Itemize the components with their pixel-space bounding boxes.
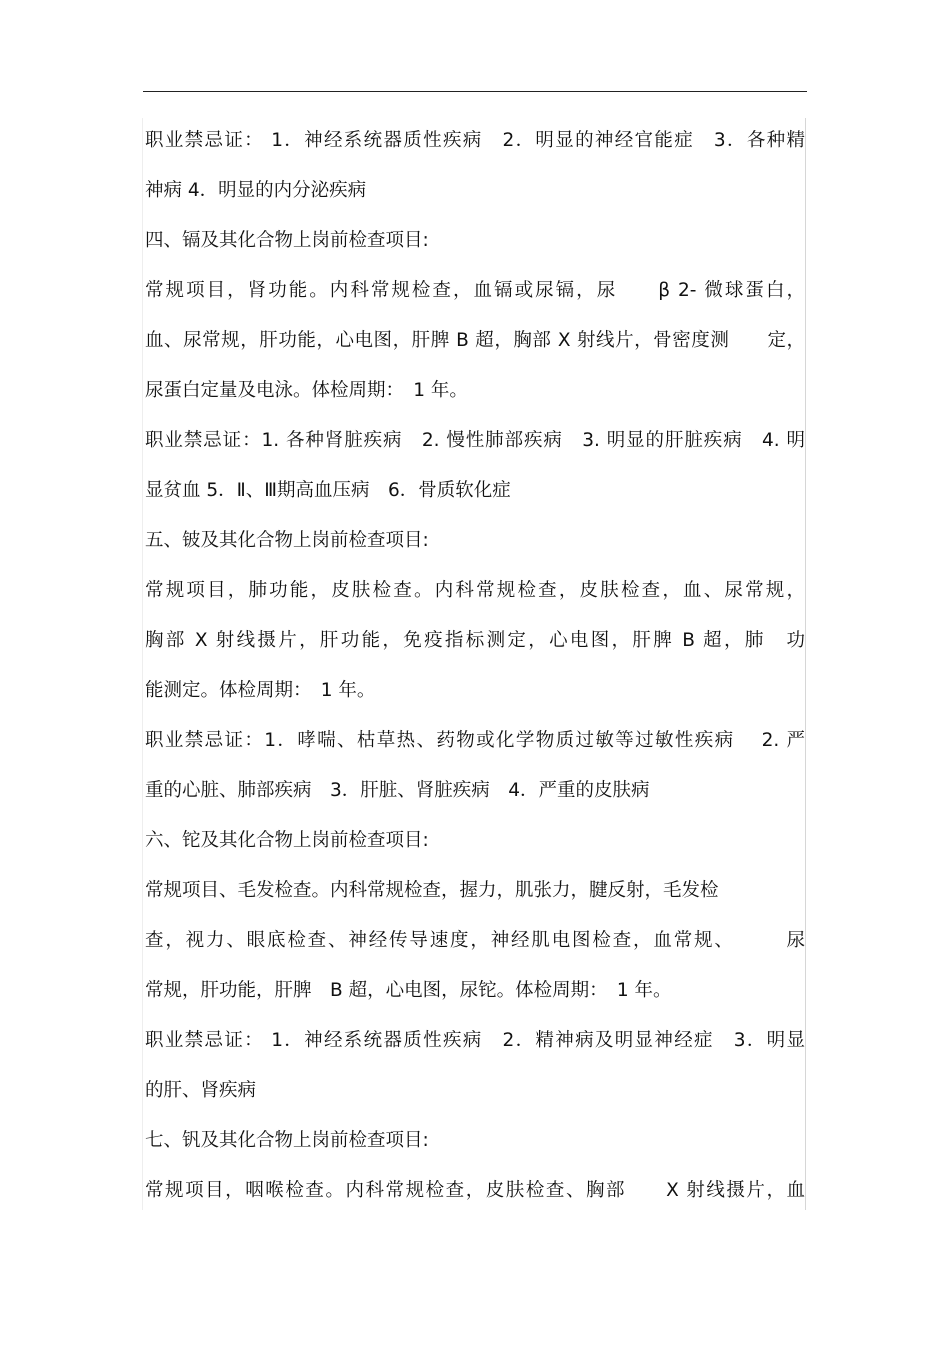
text-line: 的肝、肾疾病 [145,1080,257,1101]
text-line: 胸部 X 射线摄片，肝功能，免疫指标测定，心电图，肝脾 B 超，肺 功 [145,630,805,651]
text-line: 显贫血 5．Ⅱ、Ⅲ期高血压病 6．骨质软化症 [145,480,511,501]
section-heading: 七、钒及其化合物上岗前检查项目: [145,1130,429,1151]
text-line: 常规项目，肾功能。内科常规检查，血镉或尿镉，尿 β 2- 微球蛋白， [145,280,805,301]
header-rule [143,91,807,92]
section-heading: 四、镉及其化合物上岗前检查项目: [145,230,429,251]
text-line: 职业禁忌证：1. 各种肾脏疾病 2. 慢性肺部疾病 3. 明显的肝脏疾病 4. 明 [145,430,805,451]
text-line: 职业禁忌证：1．哮喘、枯草热、药物或化学物质过敏等过敏性疾病 2. 严 [145,730,805,751]
text-line: 能测定。体检周期： 1 年。 [145,680,376,701]
text-line: 重的心脏、肺部疾病 3．肝脏、肾脏疾病 4．严重的皮肤病 [145,780,650,801]
text-line: 常规项目，咽喉检查。内科常规检查，皮肤检查、胸部 X 射线摄片，血 [145,1180,805,1201]
text-line: 常规，肝功能，肝脾 B 超，心电图，尿铊。体检周期： 1 年。 [145,980,672,1001]
text-line: 职业禁忌证： 1．神经系统器质性疾病 2．精神病及明显神经症 3．明显 [145,1030,805,1051]
text-line: 神病 4．明显的内分泌疾病 [145,180,367,201]
section-heading: 六、铊及其化合物上岗前检查项目: [145,830,429,851]
text-line: 查，视力、眼底检查、神经传导速度，神经肌电图检查，血常规、 尿 [145,930,805,951]
text-line: 常规项目、毛发检查。内科常规检查，握力，肌张力，腱反射，毛发检 [145,880,719,901]
text-line: 职业禁忌证： 1．神经系统器质性疾病 2．明显的神经官能症 3．各种精 [145,130,805,151]
text-line: 常规项目，肺功能，皮肤检查。内科常规检查，皮肤检查，血、尿常规， [145,580,805,601]
text-line: 尿蛋白定量及电泳。体检周期： 1 年。 [145,380,468,401]
section-heading: 五、铍及其化合物上岗前检查项目: [145,530,429,551]
text-line: 血、尿常规，肝功能，心电图，肝脾 B 超，胸部 X 射线片，骨密度测 定， [145,330,805,351]
